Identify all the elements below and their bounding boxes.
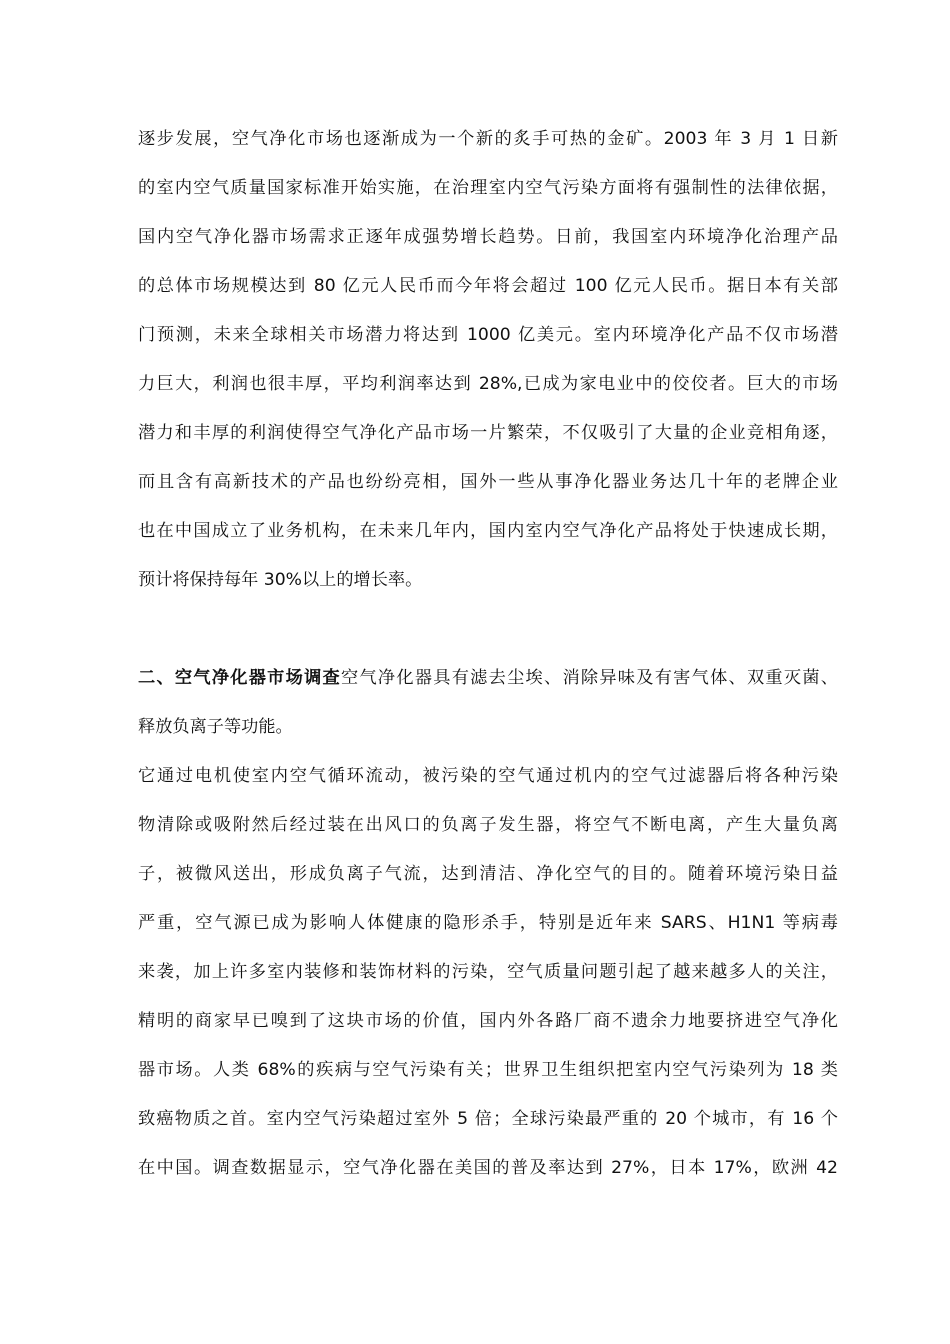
section-2-heading: 二、空气净化器市场调查 bbox=[138, 668, 341, 688]
paragraph-1-line-4: 的总体市场规模达到 80 亿元人民币而今年将会超过 100 亿元人民币。据日本有关部 bbox=[138, 276, 838, 296]
paragraph-1-line-1: 逐步发展，空气净化市场也逐渐成为一个新的炙手可热的金矿。2003 年 3 月 1 日新 bbox=[138, 129, 838, 149]
paragraph-1-line-6: 力巨大，利润也很丰厚，平均利润率达到 28%,已成为家电业中的佼佼者。巨大的市场 bbox=[138, 374, 838, 394]
paragraph-3-line-1: 它通过电机使室内空气循环流动，被污染的空气通过机内的空气过滤器后将各种污染 bbox=[138, 766, 838, 786]
paragraph-1-line-7: 潜力和丰厚的利润使得空气净化产品市场一片繁荣，不仅吸引了大量的企业竞相角逐， bbox=[138, 423, 838, 443]
paragraph-1-line-8: 而且含有高新技术的产品也纷纷亮相，国外一些从事净化器业务达几十年的老牌企业 bbox=[138, 472, 838, 492]
paragraph-1-line-5: 门预测，未来全球相关市场潜力将达到 1000 亿美元。室内环境净化产品不仅市场潜 bbox=[138, 325, 838, 345]
paragraph-1-line-3: 国内空气净化器市场需求正逐年成强势增长趋势。日前，我国室内环境净化治理产品 bbox=[138, 227, 838, 247]
paragraph-3-line-8: 致癌物质之首。室内空气污染超过室外 5 倍；全球污染最严重的 20 个城市，有 16 个 bbox=[138, 1109, 838, 1129]
paragraph-1-line-9: 也在中国成立了业务机构，在未来几年内，国内室内空气净化产品将处于快速成长期， bbox=[138, 521, 838, 541]
paragraph-3-line-3: 子，被微风送出，形成负离子气流，达到清洁、净化空气的目的。随着环境污染日益 bbox=[138, 864, 838, 884]
paragraph-1-line-10: 预计将保持每年 30%以上的增长率。 bbox=[138, 570, 423, 590]
section-2-line-2: 释放负离子等功能。 bbox=[138, 717, 293, 737]
paragraph-3-line-5: 来袭，加上许多室内装修和装饰材料的污染，空气质量问题引起了越来越多人的关注， bbox=[138, 962, 838, 982]
section-2-heading-rest: 空气净化器具有滤去尘埃、消除异味及有害气体、双重灭菌、 bbox=[341, 668, 838, 688]
paragraph-3-line-4: 严重，空气源已成为影响人体健康的隐形杀手，特别是近年来 SARS、H1N1 等病毒 bbox=[138, 913, 838, 933]
section-2-first-line bbox=[138, 663, 838, 693]
paragraph-3-line-2: 物清除或吸附然后经过装在出风口的负离子发生器，将空气不断电离，产生大量负离 bbox=[138, 815, 838, 835]
paragraph-1-line-2: 的室内空气质量国家标准开始实施，在治理室内空气污染方面将有强制性的法律依据， bbox=[138, 178, 838, 198]
paragraph-3-line-9: 在中国。调查数据显示，空气净化器在美国的普及率达到 27%，日本 17%，欧洲 42 bbox=[138, 1158, 838, 1178]
paragraph-3-line-7: 器市场。人类 68%的疾病与空气污染有关；世界卫生组织把室内空气污染列为 18 类 bbox=[138, 1060, 838, 1080]
paragraph-3-line-6: 精明的商家早已嗅到了这块市场的价值，国内外各路厂商不遗余力地要挤进空气净化 bbox=[138, 1011, 838, 1031]
